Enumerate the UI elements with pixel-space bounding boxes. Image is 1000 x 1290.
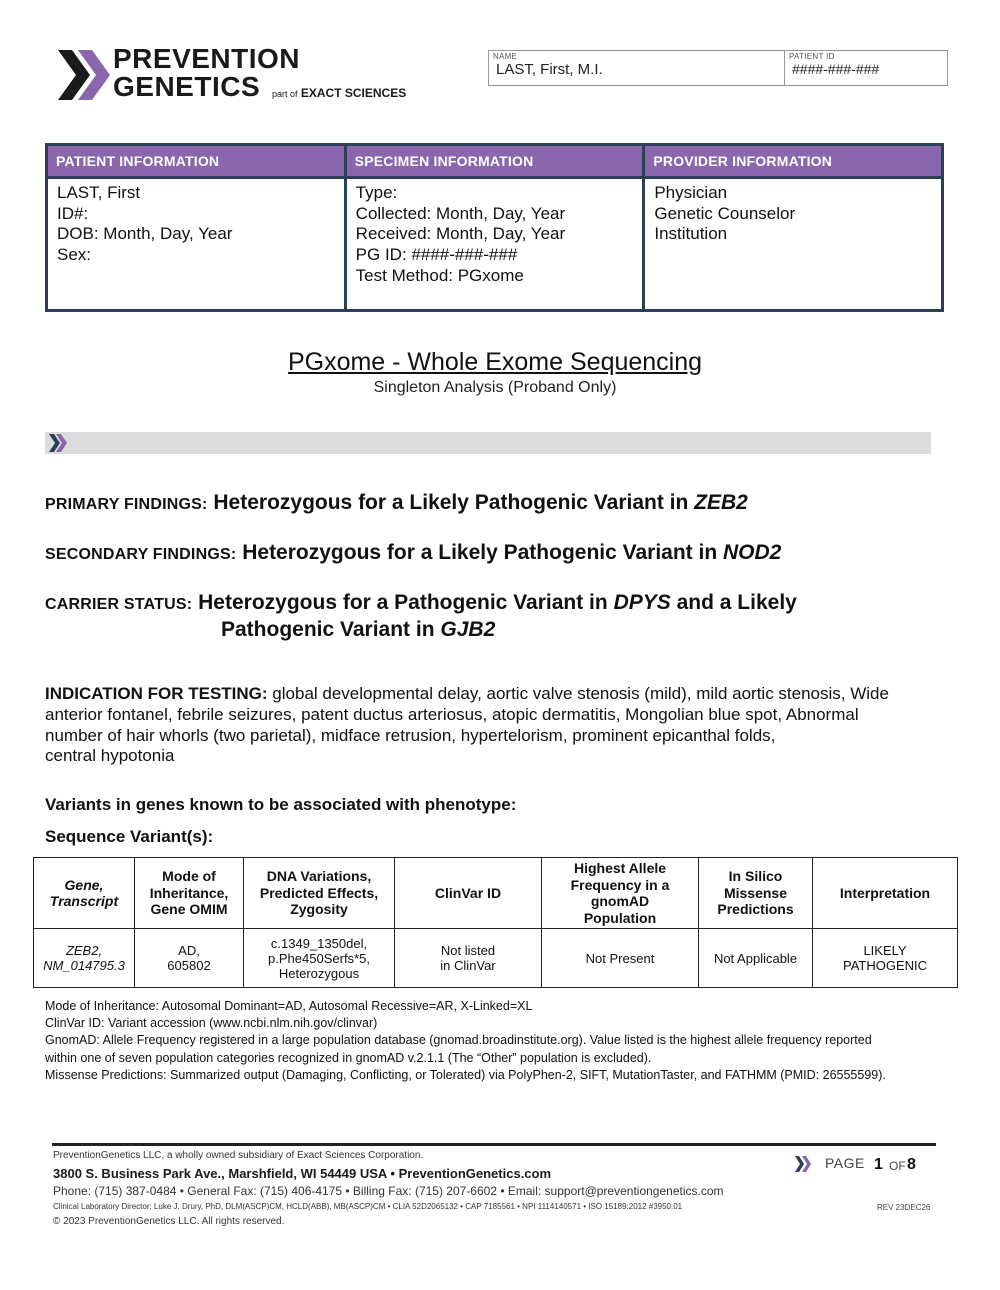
variants-heading: Variants in genes known to be associated with phenotype: [45, 795, 517, 814]
indication-line3: number of hair whorls (two parietal), midface retrusion, hypertelorism, prominent epicanthal folds, [45, 725, 776, 745]
report-subtitle: Singleton Analysis (Proband Only) [373, 379, 617, 396]
carrier-status [45, 589, 797, 619]
patient-information-heading: PATIENT INFORMATION [48, 146, 344, 179]
cell-in-silico: Not Applicable [699, 929, 813, 988]
secondary-findings-gene: NOD2 [723, 541, 782, 564]
provider-physician: Physician [654, 183, 728, 202]
primary-findings-label: PRIMARY FINDINGS: [45, 496, 208, 513]
patient-sex: Sex: [57, 245, 92, 265]
indication-line1: global developmental delay, aortic valve stenosis (mild), mild aortic stenosis, Wide [272, 684, 889, 703]
brand-name-line2: GENETICS [113, 71, 261, 102]
cell-mode-of-inheritance: AD, 605802 [135, 929, 244, 988]
primary-findings-text: Heterozygous for a Likely Pathogenic Variant in [213, 491, 689, 514]
information-table [45, 143, 944, 312]
page-chevron-icon [795, 1156, 813, 1172]
secondary-findings-label: SECONDARY FINDINGS: [45, 546, 237, 563]
provider-institution: Institution [654, 224, 728, 244]
secondary-findings-text: Heterozygous for a Likely Pathogenic Variant in [242, 541, 718, 564]
brand-name-line1: PREVENTION [113, 43, 301, 74]
specimen-received: Received: Month, Day, Year [355, 224, 566, 244]
footer-company: PreventionGenetics LLC, a wholly owned subsidiary of Exact Sciences Corporation. [53, 1150, 424, 1161]
provider-information [642, 146, 941, 309]
carrier-status-text2: and a Likely [676, 591, 797, 614]
name-caption: NAME [493, 52, 518, 61]
specimen-information [344, 146, 643, 309]
brand-parent: part of EXACT SCIENCES [272, 86, 407, 100]
indication-line4: central hypotonia [45, 746, 175, 766]
variant-table-header-row [34, 858, 958, 929]
header-allele-frequency: Highest Allele Frequency in a gnomAD Population [542, 858, 699, 929]
note-gnomad: GnomAD: Allele Frequency registered in a large population database (gnomad.broadinstitute.org). Value listed is the highest allele frequency reported [45, 1033, 872, 1048]
specimen-type: Type: [355, 183, 398, 202]
patient-dob: DOB: Month, Day, Year [57, 224, 233, 244]
page-label: PAGE [825, 1155, 865, 1171]
patient-id-caption: PATIENT ID [789, 52, 835, 61]
carrier-status-text1: Heterozygous for a Pathogenic Variant in [198, 591, 608, 614]
specimen-collected: Collected: Month, Day, Year [355, 203, 566, 223]
provider-information-heading: PROVIDER INFORMATION [645, 146, 941, 179]
page-of: OF [889, 1159, 906, 1173]
variant-table [33, 857, 958, 988]
header-clinvar-id: ClinVar ID [395, 858, 542, 929]
page-total: 8 [907, 1156, 916, 1173]
note-gnomad-cont: within one of seven population categories recognized in gnomAD v.2.1.1 (The “Other” population is excluded). [45, 1050, 652, 1065]
carrier-status-label: CARRIER STATUS: [45, 596, 193, 613]
double-chevron-icon [49, 434, 69, 452]
cell-interpretation: LIKELY PATHOGENIC [813, 929, 958, 988]
patient-id-cell [785, 51, 947, 85]
footer-lab-director: Clinical Laboratory Director: Luke J. Drury, PhD, DLM(ASCP)CM, HCLD(ABB), MB(ASCP)CM • CLIA 52D2065132 • CAP 7185561 • NPI 1114140571 • ISO 15189:2012 #3950.01 [53, 1202, 683, 1211]
indication-label: INDICATION FOR TESTING: [45, 684, 268, 703]
header-in-silico: In Silico Missense Predictions [699, 858, 813, 929]
indication-for-testing [45, 684, 955, 767]
provider-genetic-counselor: Genetic Counselor [654, 203, 796, 223]
primary-findings-gene: ZEB2 [694, 491, 748, 514]
header-dna-variations: DNA Variations, Predicted Effects, Zygosity [244, 858, 395, 929]
indication-line2: anterior fontanel, febrile seizures, patent ductus arteriosus, atopic dermatitis, Mongolian blue spot, Abnormal [45, 704, 859, 724]
cell-clinvar-id: Not listed in ClinVar [395, 929, 542, 988]
sequence-variants-heading: Sequence Variant(s): [45, 827, 214, 846]
note-clinvar: ClinVar ID: Variant accession (www.ncbi.nlm.nih.gov/clinvar) [45, 1016, 378, 1031]
specimen-information-heading: SPECIMEN INFORMATION [347, 146, 643, 179]
section-divider-bar [45, 432, 931, 454]
revision-code: REV 23DEC26 [877, 1203, 931, 1212]
carrier-status-line2 [221, 616, 495, 644]
patient-header-box [488, 50, 948, 86]
note-mode-of-inheritance: Mode of Inheritance: Autosomal Dominant=AD, Autosomal Recessive=AR, X-Linked=XL [45, 999, 533, 1013]
cell-dna-variation: c.1349_1350del, p.Phe450Serfs*5, Heterozygous [244, 929, 395, 988]
carrier-status-text3: Pathogenic Variant in [221, 618, 435, 641]
name-value: LAST, First, M.I. [496, 61, 603, 78]
header-mode-of-inheritance: Mode of Inheritance, Gene OMIM [135, 858, 244, 929]
header-interpretation: Interpretation [813, 858, 958, 929]
note-missense: Missense Predictions: Summarized output (Damaging, Conflicting, or Tolerated) via PolyPhen-2, SIFT, MutationTaster, and FATHMM (PMID: 26555599). [45, 1067, 886, 1082]
patient-id-value: ####-###-### [792, 61, 880, 77]
footer-contact: Phone: (715) 387-0484 • General Fax: (715) 406-4175 • Billing Fax: (715) 207-6602 • Email: support@preventiongenetics.com [53, 1184, 724, 1198]
page-number: 1 [874, 1156, 883, 1173]
table-row [34, 929, 958, 988]
specimen-test-method: Test Method: PGxome [355, 265, 524, 285]
patient-id: ID#: [57, 203, 89, 223]
carrier-status-gene1: DPYS [613, 591, 671, 614]
carrier-status-gene2: GJB2 [440, 618, 496, 641]
report-title: PGxome - Whole Exome Sequencing [287, 348, 703, 376]
name-cell [489, 51, 785, 85]
primary-findings [45, 489, 748, 519]
footer-rule [52, 1143, 936, 1146]
table-notes [45, 998, 955, 1084]
patient-name: LAST, First [57, 183, 141, 202]
specimen-pg-id: PG ID: ####-###-### [355, 245, 518, 265]
patient-information [48, 146, 344, 309]
footer-copyright: © 2023 PreventionGenetics LLC. All rights reserved. [53, 1216, 285, 1227]
prevention-genetics-logo-icon [58, 50, 112, 100]
footer-address: 3800 S. Business Park Ave., Marshfield, WI 54449 USA • PreventionGenetics.com [53, 1166, 552, 1181]
header-gene-transcript: Gene, Transcript [34, 858, 135, 929]
secondary-findings [45, 539, 781, 569]
cell-gene-transcript: ZEB2, NM_014795.3 [34, 929, 135, 988]
cell-allele-frequency: Not Present [542, 929, 699, 988]
